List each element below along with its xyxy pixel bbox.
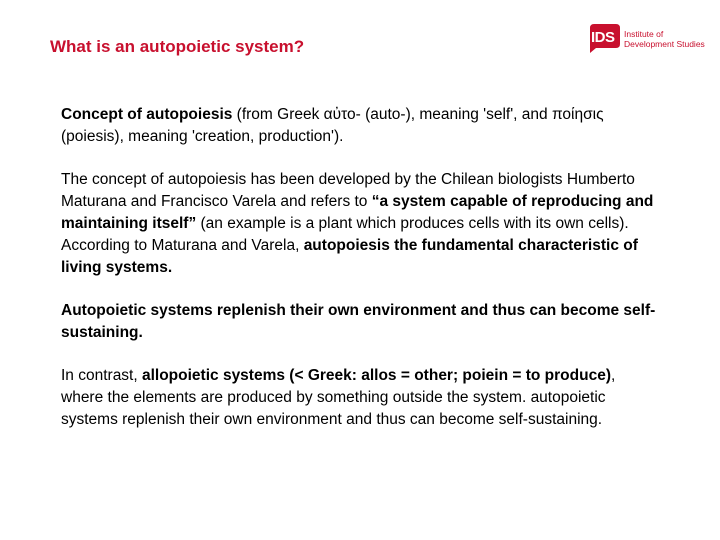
- paragraph-mv-text-2: (an example is a plant which produces cells with its own cells). According to Maturana and Varela,: [61, 215, 629, 254]
- paragraph-concept-bold: Concept of autopoiesis: [61, 106, 233, 123]
- paragraph-self-sustaining: [61, 300, 661, 344]
- slide-title: What is an autopoietic system?: [50, 37, 305, 56]
- paragraph-allo-text-2: , where the elements are produced by something outside the system. autopoietic systems replenish their own environment and thus can become self-sustaining.: [61, 367, 616, 428]
- paragraph-concept: [61, 104, 661, 148]
- paragraph-maturana-varela: [61, 169, 661, 279]
- ids-logo-line1: Institute of: [624, 29, 664, 39]
- paragraph-allo-bold: allopoietic systems (< Greek: allos = other; poiein = to produce): [141, 367, 611, 384]
- ids-logo: [586, 22, 706, 54]
- paragraph-concept-text: (from Greek αὐτο- (auto-), meaning 'self', and ποίησις (poiesis), meaning 'creation, production').: [61, 106, 604, 145]
- ids-logo-line2: Development Studies: [624, 39, 705, 49]
- paragraph-allo-text-1: In contrast,: [61, 367, 142, 384]
- paragraph-mv-bold-quote: “a system capable of reproducing and maintaining itself”: [61, 193, 654, 232]
- paragraph-mv-bold-end: autopoiesis the fundamental characteristic of living systems.: [61, 237, 638, 276]
- paragraph-self-sustaining-bold: Autopoietic systems replenish their own environment and thus can become self-sustaining.: [61, 302, 656, 341]
- ids-logo-mark-text: IDS: [591, 29, 615, 46]
- paragraph-allopoietic: [61, 365, 661, 431]
- slide-body: [61, 104, 661, 452]
- paragraph-mv-text-1: The concept of autopoiesis has been developed by the Chilean biologists Humberto Maturana and Francisco Varela and refers to: [61, 171, 635, 210]
- ids-logo-name: [624, 29, 708, 49]
